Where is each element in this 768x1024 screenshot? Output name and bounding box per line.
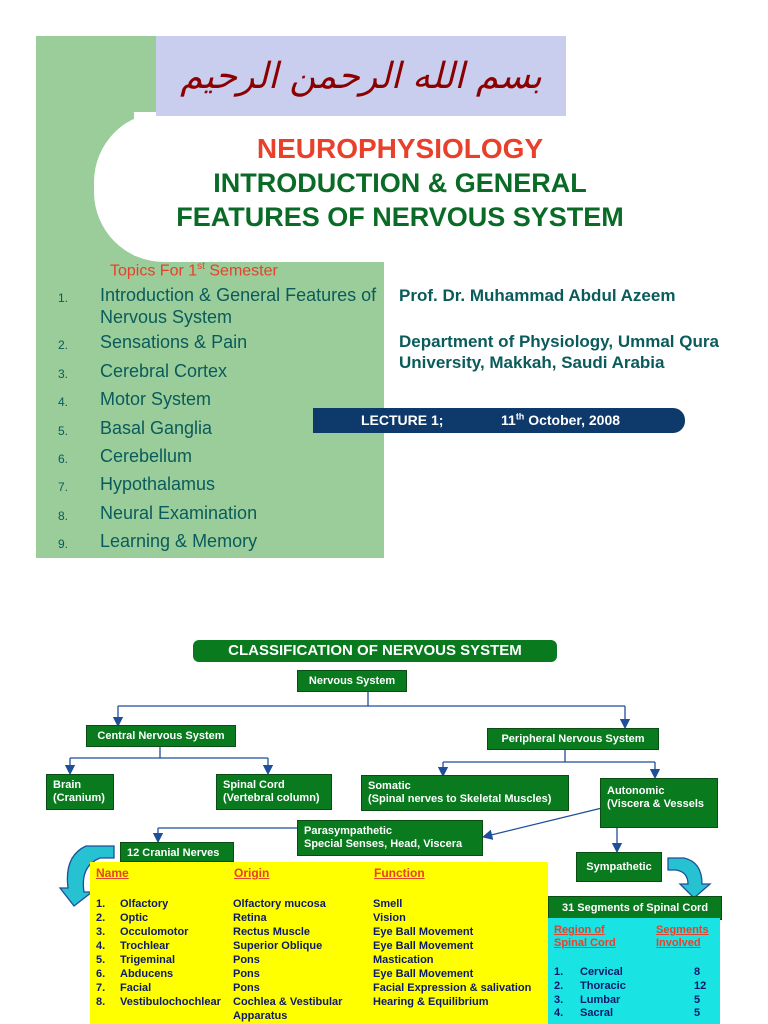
connector-arrow <box>487 808 602 836</box>
node-cranial-nerves: 12 Cranial Nerves <box>120 842 234 862</box>
lecture-date-day: 11 <box>501 412 516 428</box>
cell-function: Eye Ball Movement <box>373 926 474 938</box>
bismillah-text: بسم الله الرحمن الرحيم <box>180 55 542 97</box>
list-item <box>58 331 378 356</box>
list-item <box>58 360 378 385</box>
column-header-name: Name <box>96 866 129 880</box>
node-brain-label: Brain <box>53 779 82 791</box>
column-header-region <box>554 924 616 950</box>
node-parasympathetic <box>297 820 483 856</box>
title-features: FEATURES OF NERVOUS SYSTEM <box>176 202 624 232</box>
table-row <box>90 926 548 940</box>
list-item <box>58 284 378 328</box>
list-number: 8. <box>58 508 69 523</box>
lecture-date-rest: October, 2008 <box>524 412 621 428</box>
cell-function: Vision <box>373 912 406 924</box>
cell-name: Optic <box>120 912 149 924</box>
column-header-origin: Origin <box>234 866 270 880</box>
cell-origin: Apparatus <box>233 1010 288 1022</box>
list-text: Hypothalamus <box>100 474 216 495</box>
cell-region: Thoracic <box>580 980 626 992</box>
cell-function: Eye Ball Movement <box>373 968 474 980</box>
list-number: 5. <box>58 423 69 438</box>
cell-name: Trochlear <box>120 940 170 952</box>
cell-origin: Superior Oblique <box>233 940 323 952</box>
cell-origin: Pons <box>233 982 260 994</box>
node-central-nervous-system: Central Nervous System <box>86 725 236 747</box>
node-nervous-system: Nervous System <box>297 670 407 692</box>
spinal-segments-table <box>548 918 720 1024</box>
column-header-region-line1: Region of <box>554 924 605 936</box>
topics-heading <box>110 261 278 280</box>
table-row <box>90 982 548 996</box>
cell-origin: Olfactory mucosa <box>233 898 326 910</box>
list-number: 4. <box>58 395 69 410</box>
lecture-label: LECTURE 1; <box>361 412 444 428</box>
cranial-nerves-table <box>90 862 548 1024</box>
classification-title: CLASSIFICATION OF NERVOUS SYSTEM <box>193 640 557 662</box>
list-text: Introduction & General Features of Nervous System <box>100 285 377 327</box>
list-text: Cerebellum <box>100 445 193 466</box>
cell-segments: 5 <box>694 1007 701 1019</box>
node-spinal-cord <box>216 774 332 810</box>
title-introduction: INTRODUCTION & GENERAL <box>213 168 587 198</box>
table-row <box>90 898 548 912</box>
node-somatic <box>361 775 569 811</box>
node-somatic-sublabel: (Spinal nerves to Skeletal Muscles) <box>368 793 552 805</box>
cell-origin: Pons <box>233 954 260 966</box>
column-header-segments-line2: Involved <box>656 937 701 949</box>
node-somatic-label: Somatic <box>368 780 411 792</box>
table-row <box>548 994 720 1007</box>
table-row <box>548 1007 720 1020</box>
node-spinal-sublabel: (Vertebral column) <box>223 792 320 804</box>
cell-num: 4. <box>554 1007 564 1019</box>
list-number: 6. <box>58 451 69 466</box>
cell-region: Sacral <box>580 1007 614 1019</box>
curved-arrow-right-icon <box>668 858 710 898</box>
bismillah-calligraphy <box>156 36 566 116</box>
cell-name: Facial <box>120 982 152 994</box>
lecture-banner <box>313 408 685 433</box>
table-row <box>90 1010 548 1024</box>
cell-num: 7. <box>96 982 106 994</box>
list-text: Cerebral Cortex <box>100 360 228 381</box>
cell-num: 2. <box>554 980 564 992</box>
node-parasympathetic-sublabel: Special Senses, Head, Viscera <box>304 838 463 850</box>
list-number: 7. <box>58 480 69 495</box>
list-item <box>58 502 378 527</box>
cell-origin: Pons <box>233 968 260 980</box>
cell-function: Mastication <box>373 954 434 966</box>
cell-num: 3. <box>554 994 564 1006</box>
topics-heading-sup: st <box>197 261 205 272</box>
column-header-function: Function <box>374 866 425 880</box>
department-info: Department of Physiology, Ummal Qura University, Makkah, Saudi Arabia <box>399 332 719 372</box>
author-name: Prof. Dr. Muhammad Abdul Azeem <box>399 286 676 305</box>
node-autonomic <box>600 778 718 828</box>
topics-heading-text-end: Semester <box>204 262 278 280</box>
cell-name: Abducens <box>120 968 174 980</box>
cell-origin: Cochlea & Vestibular <box>233 996 343 1008</box>
node-brain-sublabel: (Cranium) <box>53 792 105 804</box>
cell-num: 3. <box>96 926 106 938</box>
node-parasympathetic-label: Parasympathetic <box>304 825 393 837</box>
cell-region: Lumbar <box>580 994 621 1006</box>
list-number: 9. <box>58 537 69 552</box>
cell-region: Cervical <box>580 966 623 978</box>
cell-num: 8. <box>96 996 106 1008</box>
cell-function: Facial Expression & salivation <box>373 982 532 994</box>
cell-segments: 8 <box>694 966 701 978</box>
column-header-segments-line1: Segments <box>656 924 709 936</box>
column-header-region-line2: Spinal Cord <box>554 937 616 949</box>
table-row <box>90 954 548 968</box>
node-autonomic-label: Autonomic <box>607 785 665 797</box>
cell-num: 2. <box>96 912 106 924</box>
table-row <box>548 980 720 993</box>
table-row <box>548 966 720 979</box>
list-number: 2. <box>58 338 69 353</box>
cell-function: Eye Ball Movement <box>373 940 474 952</box>
cell-origin: Rectus Muscle <box>233 926 311 938</box>
node-spinal-label: Spinal Cord <box>223 779 285 791</box>
table-row <box>90 996 548 1010</box>
node-autonomic-sublabel: (Viscera & Vessels <box>607 798 705 810</box>
lecture-date-sup: th <box>515 411 525 422</box>
table-row <box>90 912 548 926</box>
title-neurophysiology: NEUROPHYSIOLOGY <box>256 133 544 164</box>
cell-origin: Retina <box>233 912 267 924</box>
cell-num: 1. <box>554 966 564 978</box>
cell-function: Hearing & Equilibrium <box>373 996 489 1008</box>
cell-num: 5. <box>96 954 106 966</box>
node-brain <box>46 774 114 810</box>
list-number: 1. <box>58 291 69 305</box>
node-spinal-segments: 31 Segments of Spinal Cord <box>548 896 722 920</box>
cell-num: 4. <box>96 940 106 952</box>
cell-num: 6. <box>96 968 106 980</box>
cell-name: Vestibulochochlear <box>120 996 221 1008</box>
list-text: Neural Examination <box>100 502 258 523</box>
list-item <box>58 445 378 470</box>
cell-name: Olfactory <box>120 898 169 910</box>
cell-segments: 12 <box>694 980 707 992</box>
list-text: Basal Ganglia <box>100 417 213 438</box>
list-text: Sensations & Pain <box>100 332 248 353</box>
table-row <box>90 968 548 982</box>
list-item <box>58 473 378 498</box>
cell-name: Occulomotor <box>120 926 189 938</box>
list-number: 3. <box>58 366 69 381</box>
cell-num: 1. <box>96 898 106 910</box>
list-item <box>58 530 378 555</box>
list-text: Learning & Memory <box>100 531 258 552</box>
list-text: Motor System <box>100 389 212 410</box>
column-header-segments <box>656 924 709 950</box>
cell-name: Trigeminal <box>120 954 176 966</box>
lecture-date <box>501 408 620 433</box>
topics-heading-text: Topics For 1 <box>110 262 198 280</box>
node-peripheral-nervous-system: Peripheral Nervous System <box>487 728 659 750</box>
table-row <box>90 940 548 954</box>
node-sympathetic: Sympathetic <box>576 852 662 882</box>
cell-segments: 5 <box>694 994 701 1006</box>
cell-function: Smell <box>373 898 403 910</box>
